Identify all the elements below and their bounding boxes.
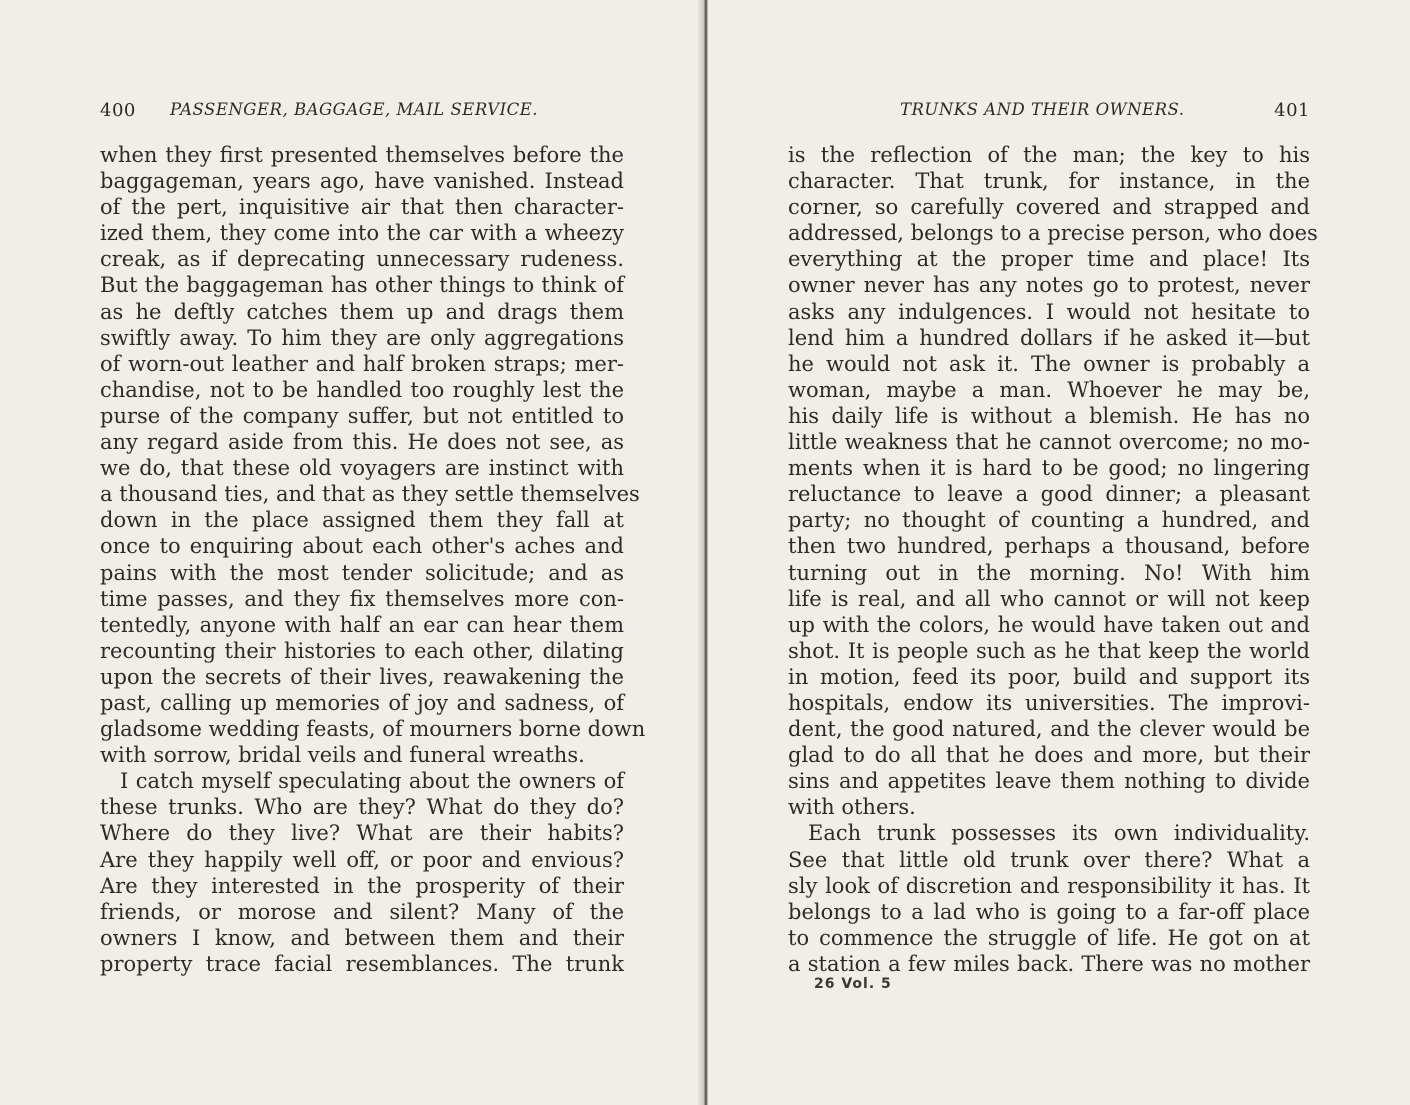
text-line: reluctance to leave a good dinner; a pleasant <box>788 482 1310 507</box>
text-line: when they first presented themselves before the <box>100 143 624 167</box>
left-page <box>0 0 704 1105</box>
text-line: as he deftly catches them up and drags them <box>100 299 624 324</box>
text-line: corner, so carefully covered and strapped and <box>788 195 1310 220</box>
running-head: PASSENGER, BAGGAGE, MAIL SERVICE. <box>170 100 539 119</box>
text-line: owners I know, and between them and their <box>100 925 624 950</box>
text-line: a station a few miles back. There was no mother <box>788 951 1310 976</box>
text-line: these trunks. Who are they? What do they do? <box>100 795 624 820</box>
text-line: character. That trunk, for instance, in the <box>788 169 1310 194</box>
text-line: pains with the most tender solicitude; and as <box>100 560 624 585</box>
left-page-body-text <box>100 142 646 977</box>
text-line: any regard aside from this. He does not see, as <box>100 430 624 455</box>
text-line: hospitals, endow its universities. The improvi- <box>788 690 1310 715</box>
text-line: gladsome wedding feasts, of mourners borne down <box>100 717 646 742</box>
text-line: friends, or morose and silent? Many of the <box>100 899 624 924</box>
text-line: past, calling up memories of joy and sadness, of <box>100 690 624 715</box>
text-line: Are they happily well off, or poor and envious? <box>100 847 624 872</box>
text-line: time passes, and they fix themselves more con- <box>100 586 624 611</box>
text-line: we do, that these old voyagers are instinct with <box>100 456 624 481</box>
text-line: in motion, feed its poor, build and support its <box>788 664 1310 689</box>
text-line: up with the colors, he would have taken out and <box>788 612 1310 637</box>
text-line: down in the place assigned them they fall at <box>100 508 624 533</box>
text-line: swiftly away. To him they are only aggregations <box>100 325 624 350</box>
text-line: upon the secrets of their lives, reawakening the <box>100 664 624 689</box>
text-line: See that little old trunk over there? What a <box>788 847 1310 872</box>
running-head: TRUNKS AND THEIR OWNERS. <box>900 100 1185 119</box>
text-line: with others. <box>788 795 916 820</box>
text-line: sly look of discretion and responsibility it has. It <box>788 873 1310 898</box>
text-line: glad to do all that he does and more, but their <box>788 743 1310 768</box>
text-line: Where do they live? What are their habits? <box>100 821 624 846</box>
text-line: he would not ask it. The owner is probably a <box>788 351 1310 376</box>
text-line: of the pert, inquisitive air that then character- <box>100 195 624 220</box>
text-line: chandise, not to be handled too roughly lest the <box>100 377 624 402</box>
text-line: his daily life is without a blemish. He has no <box>788 403 1310 428</box>
text-line: party; no thought of counting a hundred, and <box>788 508 1310 533</box>
text-line: creak, as if deprecating unnecessary rudeness. <box>100 247 624 272</box>
text-line: shot. It is people such as he that keep the world <box>788 638 1310 663</box>
text-line: property trace facial resemblances. The trunk <box>100 951 624 976</box>
text-line: dent, the good natured, and the clever would be <box>788 717 1310 742</box>
text-line: ized them, they come into the car with a wheezy <box>100 221 624 246</box>
text-line: once to enquiring about each other's aches and <box>100 534 624 559</box>
text-line: to commence the struggle of life. He got on at <box>788 925 1310 950</box>
text-line: asks any indulgences. I would not hesitate to <box>788 299 1310 324</box>
text-line: with sorrow, bridal veils and funeral wreaths. <box>100 743 585 768</box>
page-number: 400 <box>100 100 136 121</box>
signature-mark: 26 Vol. 5 <box>814 976 892 992</box>
text-line: I catch myself speculating about the owners of <box>120 769 624 794</box>
text-line: everything at the proper time and place! Its <box>788 247 1310 272</box>
text-line: is the reflection of the man; the key to his <box>788 143 1310 167</box>
text-line: life is real, and all who cannot or will not keep <box>788 586 1310 611</box>
text-line: ments when it is hard to be good; no lingering <box>788 456 1310 481</box>
text-line: owner never has any notes go to protest, never <box>788 273 1310 298</box>
text-line: a thousand ties, and that as they settle themselves <box>100 482 640 507</box>
text-line: But the baggageman has other things to think of <box>100 273 624 298</box>
left-page-header <box>100 98 624 128</box>
right-page <box>708 0 1410 1105</box>
page-number: 401 <box>1274 100 1310 121</box>
text-line: addressed, belongs to a precise person, who does <box>788 221 1318 246</box>
text-line: of worn-out leather and half broken straps; mer- <box>100 351 624 376</box>
text-line: Each trunk possesses its own individuality. <box>808 821 1310 846</box>
text-line: belongs to a lad who is going to a far-off place <box>788 899 1310 924</box>
text-line: tentedly, anyone with half an ear can hear them <box>100 612 624 637</box>
text-line: little weakness that he cannot overcome; no mo- <box>788 430 1310 455</box>
text-line: turning out in the morning. No! With him <box>788 560 1310 585</box>
text-line: woman, maybe a man. Whoever he may be, <box>788 377 1310 402</box>
text-line: sins and appetites leave them nothing to divide <box>788 769 1310 794</box>
right-page-header <box>792 98 1310 128</box>
text-line: recounting their histories to each other, dilating <box>100 638 624 663</box>
right-page-body-text <box>788 142 1318 977</box>
text-line: Are they interested in the prosperity of their <box>100 873 624 898</box>
text-line: baggageman, years ago, have vanished. Instead <box>100 169 624 194</box>
text-line: purse of the company suffer, but not entitled to <box>100 403 624 428</box>
text-line: lend him a hundred dollars if he asked it—but <box>788 325 1310 350</box>
text-line: then two hundred, perhaps a thousand, before <box>788 534 1310 559</box>
